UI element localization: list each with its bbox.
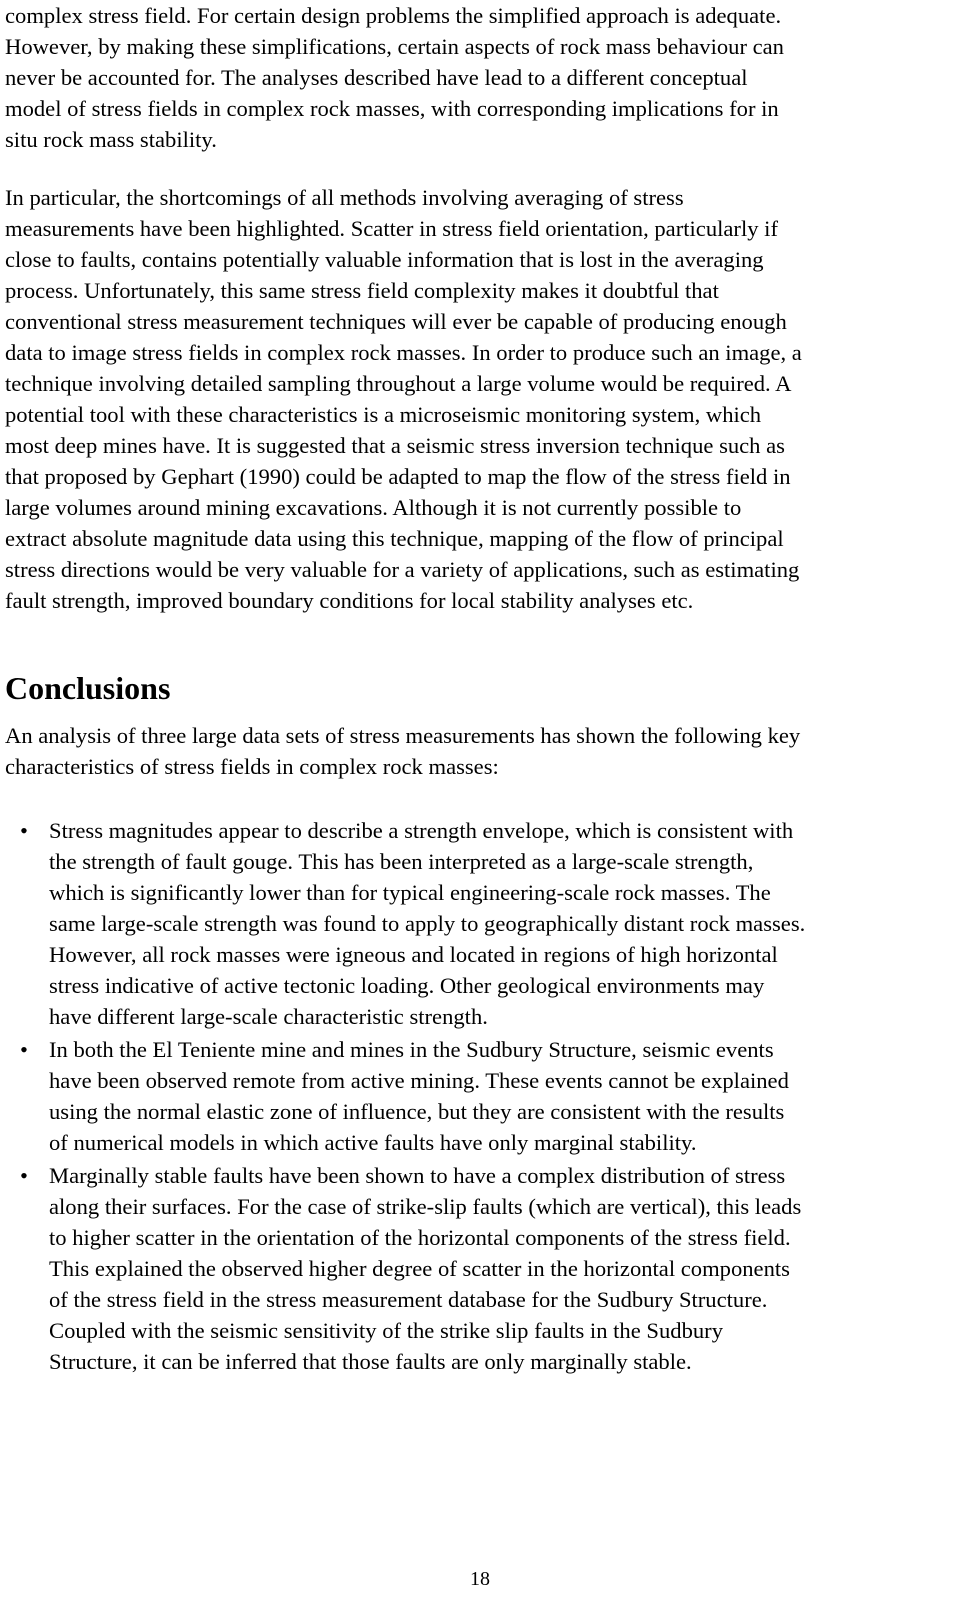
paragraph-1-line: situ rock mass stability.	[5, 127, 217, 152]
paragraph-2-line: stress directions would be very valuable for a variety of applications, such as estimating	[5, 557, 800, 582]
paragraph-1-line: model of stress fields in complex rock masses, with corresponding implications for in	[5, 96, 779, 121]
list-item-line: Stress magnitudes appear to describe a strength envelope, which is consistent with	[49, 818, 794, 843]
list-item	[0, 815, 960, 1032]
section-heading: Conclusions	[5, 670, 171, 706]
paragraph-1-line: never be accounted for. The analyses described have lead to a different conceptual	[5, 65, 748, 90]
paragraph-2-line: data to image stress fields in complex rock masses. In order to produce such an image, a	[5, 340, 802, 365]
list-item	[0, 1160, 960, 1377]
paragraph-2-line: In particular, the shortcomings of all methods involving averaging of stress	[5, 185, 684, 210]
list-item-line: Coupled with the seismic sensitivity of the strike slip faults in the Sudbury	[49, 1318, 723, 1343]
list-item-line: have been observed remote from active mining. These events cannot be explained	[49, 1068, 789, 1093]
list-item-line: which is significantly lower than for typical engineering-scale rock masses. The	[49, 880, 771, 905]
list-item-line: have different large-scale characteristic strength.	[49, 1004, 488, 1029]
paragraph-3-line: An analysis of three large data sets of stress measurements has shown the following key	[5, 723, 801, 748]
paragraph-2-line: extract absolute magnitude data using this technique, mapping of the flow of principal	[5, 526, 784, 551]
page-number: 18	[470, 1568, 490, 1590]
paragraph-1-line: However, by making these simplifications, certain aspects of rock mass behaviour can	[5, 34, 784, 59]
conclusions-list	[0, 815, 960, 1379]
list-item-line: along their surfaces. For the case of strike-slip faults (which are vertical), this leads	[49, 1194, 802, 1219]
list-item-text	[49, 1034, 960, 1158]
list-item-line: of numerical models in which active faults have only marginal stability.	[49, 1130, 697, 1155]
bullet-icon: •	[20, 1163, 28, 1188]
paragraph-2-line: large volumes around mining excavations. Although it is not currently possible to	[5, 495, 742, 520]
list-item-line: stress indicative of active tectonic loading. Other geological environments may	[49, 973, 765, 998]
paragraph-2-line: measurements have been highlighted. Scatter in stress field orientation, particularly if	[5, 216, 778, 241]
list-item-line: Structure, it can be inferred that those faults are only marginally stable.	[49, 1349, 692, 1374]
list-item-line: the strength of fault gouge. This has been interpreted as a large-scale strength,	[49, 849, 754, 874]
list-item	[0, 1034, 960, 1158]
paragraph-1	[5, 0, 947, 155]
paragraph-3-line: characteristics of stress fields in complex rock masses:	[5, 754, 499, 779]
list-item-text	[49, 1160, 960, 1377]
paragraph-2-line: potential tool with these characteristics is a microseismic monitoring system, which	[5, 402, 762, 427]
bullet-icon: •	[20, 818, 28, 843]
paragraph-2	[5, 182, 947, 616]
paragraph-2-line: fault strength, improved boundary conditions for local stability analyses etc.	[5, 588, 694, 613]
bullet-icon: •	[20, 1037, 28, 1062]
list-item-text	[49, 815, 960, 1032]
paragraph-3	[5, 720, 947, 782]
paragraph-2-line: most deep mines have. It is suggested that a seismic stress inversion technique such as	[5, 433, 785, 458]
paragraph-2-line: technique involving detailed sampling throughout a large volume would be required. A	[5, 371, 792, 396]
paragraph-2-line: process. Unfortunately, this same stress field complexity makes it doubtful that	[5, 278, 719, 303]
list-item-line: using the normal elastic zone of influence, but they are consistent with the results	[49, 1099, 785, 1124]
paragraph-1-line: complex stress field. For certain design problems the simplified approach is adequate.	[5, 3, 782, 28]
paragraph-2-line: close to faults, contains potentially valuable information that is lost in the averaging	[5, 247, 764, 272]
list-item-line: to higher scatter in the orientation of the horizontal components of the stress field.	[49, 1225, 791, 1250]
list-item-line: In both the El Teniente mine and mines in the Sudbury Structure, seismic events	[49, 1037, 774, 1062]
list-item-line: same large-scale strength was found to apply to geographically distant rock masses.	[49, 911, 806, 936]
list-item-line: Marginally stable faults have been shown to have a complex distribution of stress	[49, 1163, 786, 1188]
list-item-line: of the stress field in the stress measurement database for the Sudbury Structure.	[49, 1287, 768, 1312]
list-item-line: This explained the observed higher degree of scatter in the horizontal components	[49, 1256, 790, 1281]
paragraph-2-line: conventional stress measurement techniques will ever be capable of producing enough	[5, 309, 787, 334]
paragraph-2-line: that proposed by Gephart (1990) could be adapted to map the flow of the stress field in	[5, 464, 791, 489]
list-item-line: However, all rock masses were igneous and located in regions of high horizontal	[49, 942, 778, 967]
